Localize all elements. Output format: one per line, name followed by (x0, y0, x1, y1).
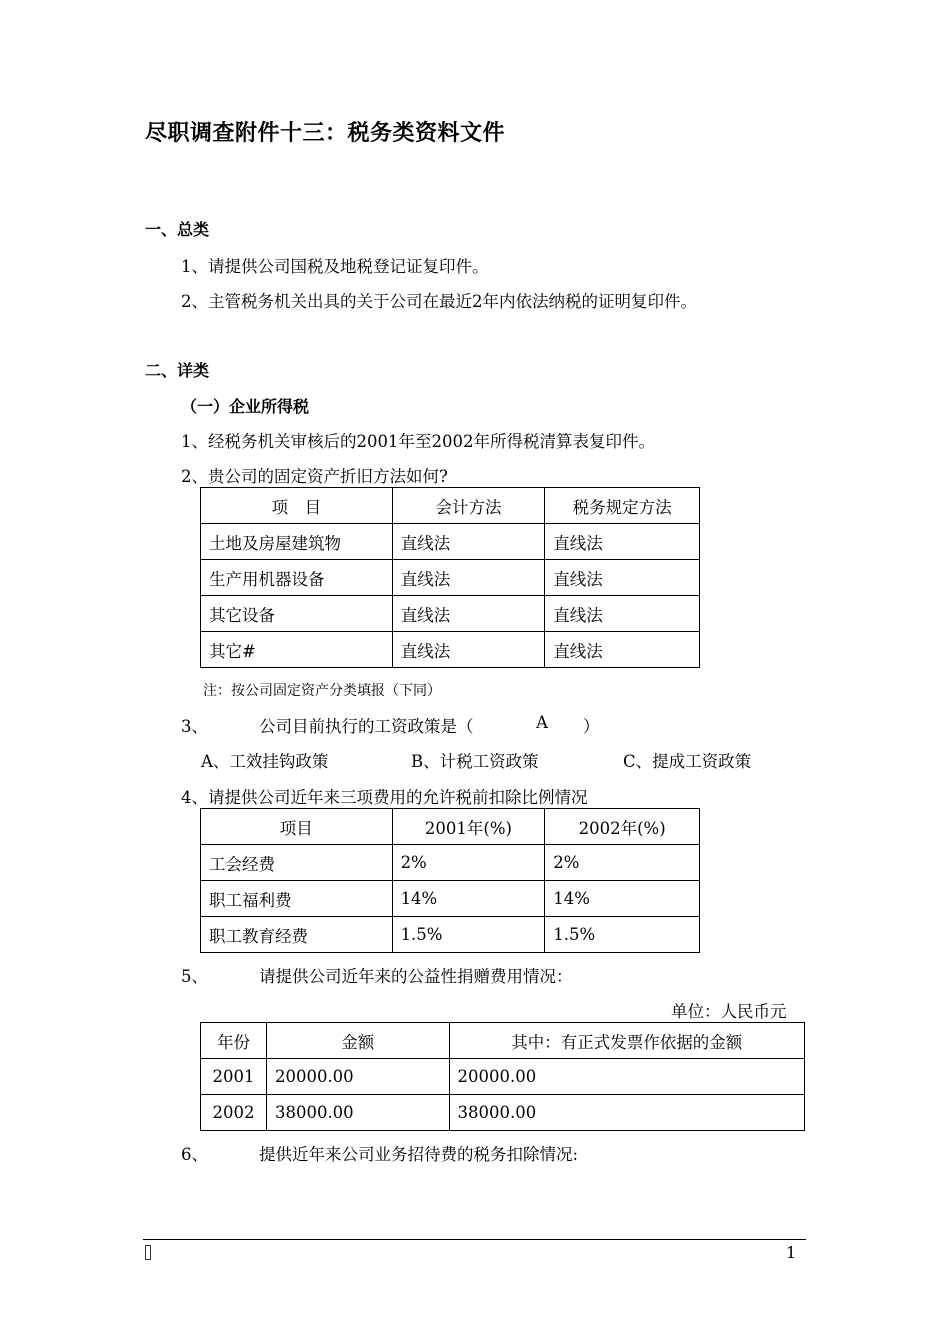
table-row (201, 1095, 805, 1131)
detail-item-2: 2、贵公司的固定资产折旧方法如何? (181, 467, 448, 486)
table-cell: 2% (545, 845, 700, 881)
page-number: 1 (786, 1243, 797, 1262)
table-cell: 直线法 (545, 524, 700, 560)
table-cell: 2002 (201, 1095, 267, 1131)
missing-glyph-icon (145, 1245, 151, 1260)
header-cell: 年份 (201, 1023, 267, 1059)
detail-item-3-close: ） (583, 717, 600, 736)
detail-item-5-text: 请提供公司近年来的公益性捐赠费用情况： (259, 967, 573, 986)
table-row (201, 881, 700, 917)
table-row (201, 596, 700, 632)
table-row (201, 845, 700, 881)
table-cell: 38000.00 (266, 1095, 449, 1131)
table-cell: 1.5% (392, 917, 545, 953)
table-cell: 1.5% (545, 917, 700, 953)
table-row (201, 1059, 805, 1095)
section-heading-detail: 二、详类 (145, 361, 210, 380)
header-cell: 金额 (266, 1023, 449, 1059)
subheading-corporate-income-tax: （一）企业所得税 (181, 397, 310, 416)
table-cell: 直线法 (392, 632, 545, 668)
table-row (201, 632, 700, 668)
table-cell: 38000.00 (449, 1095, 804, 1131)
section-heading-general: 一、总类 (145, 220, 210, 239)
table-cell: 20000.00 (266, 1059, 449, 1095)
header-cell: 项 目 (201, 488, 393, 524)
table-cell: 工会经费 (201, 845, 393, 881)
unit-label: 单位：人民币元 (671, 1002, 787, 1021)
table-cell: 职工教育经费 (201, 917, 393, 953)
table-row (201, 524, 700, 560)
table-cell: 直线法 (545, 596, 700, 632)
donation-table (200, 1022, 805, 1131)
table-cell: 生产用机器设备 (201, 560, 393, 596)
option-b: B、计税工资政策 (411, 752, 539, 771)
table-note: 注：按公司固定资产分类填报（下同） (203, 683, 441, 699)
table-header-row (201, 809, 700, 845)
general-item-2: 2、主管税务机关出具的关于公司在最近2年内依法纳税的证明复印件。 (181, 292, 697, 311)
header-cell: 其中：有正式发票作依据的金额 (449, 1023, 804, 1059)
footer-divider (143, 1239, 806, 1240)
table-cell: 直线法 (392, 524, 545, 560)
detail-item-5-number: 5、 (181, 967, 208, 986)
document-title: 尽职调查附件十三：税务类资料文件 (145, 121, 506, 146)
option-a: A、工效挂钩政策 (201, 752, 329, 771)
detail-item-3-text: 公司目前执行的工资政策是（ (259, 717, 474, 736)
table-cell: 14% (392, 881, 545, 917)
header-cell: 税务规定方法 (545, 488, 700, 524)
header-cell: 2002年(%) (545, 809, 700, 845)
table-cell: 直线法 (392, 560, 545, 596)
table-cell: 职工福利费 (201, 881, 393, 917)
general-item-1: 1、请提供公司国税及地税登记证复印件。 (181, 257, 489, 276)
table-row (201, 917, 700, 953)
table-header-row (201, 488, 700, 524)
detail-item-6-number: 6、 (181, 1145, 208, 1164)
header-cell: 2001年(%) (392, 809, 545, 845)
table-cell: 土地及房屋建筑物 (201, 524, 393, 560)
table-cell: 其它设备 (201, 596, 393, 632)
header-cell: 项目 (201, 809, 393, 845)
table-row (201, 560, 700, 596)
table-cell: 14% (545, 881, 700, 917)
table-cell: 20000.00 (449, 1059, 804, 1095)
detail-item-1: 1、经税务机关审核后的2001年至2002年所得税清算表复印件。 (181, 432, 655, 451)
detail-item-3-answer: A (536, 713, 548, 732)
table-cell: 其它# (201, 632, 393, 668)
detail-item-4: 4、请提供公司近年来三项费用的允许税前扣除比例情况 (181, 788, 588, 807)
table-cell: 2% (392, 845, 545, 881)
table-cell: 直线法 (392, 596, 545, 632)
expense-deduction-table (200, 808, 700, 953)
table-cell: 直线法 (545, 560, 700, 596)
option-c: C、提成工资政策 (623, 752, 752, 771)
detail-item-6-text: 提供近年来公司业务招待费的税务扣除情况: (259, 1145, 579, 1164)
table-cell: 2001 (201, 1059, 267, 1095)
table-header-row (201, 1023, 805, 1059)
detail-item-3-number: 3、 (181, 717, 208, 736)
depreciation-table (200, 487, 700, 668)
table-cell: 直线法 (545, 632, 700, 668)
header-cell: 会计方法 (392, 488, 545, 524)
